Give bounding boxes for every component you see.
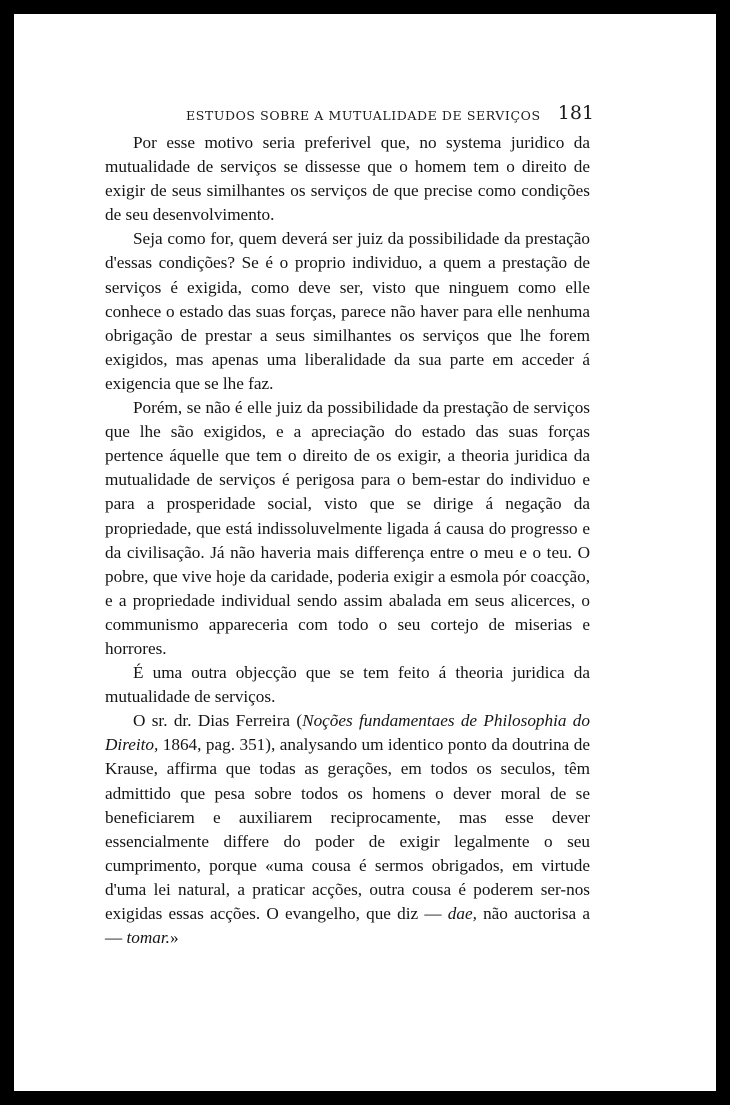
body-text — [105, 131, 590, 950]
citation-lead: O sr. dr. Dias Ferreira ( — [133, 711, 303, 731]
running-title: ESTUDOS SOBRE A MUTUALIDADE DE SERVIÇOS — [186, 108, 541, 123]
paragraph-5 — [105, 709, 590, 950]
quote-dae: dae, — [447, 904, 477, 923]
quote-tomar: tomar. — [126, 928, 170, 948]
paragraph-1: Por esse motivo seria preferivel que, no systema juridico da mutualidade de serviços se dissesse que o homem tem o direito de exigir de seus similhantes os serviços de que precise como condições de seu desenvolvimento. — [105, 133, 590, 225]
paragraph-4: É uma outra objecção que se tem feito á theoria juridica da mutualidade de serviços. — [105, 663, 590, 707]
paragraph-2: Seja como for, quem deverá ser juiz da possibilidade da prestação d'essas condições? Se é o proprio individuo, a quem a prestação de serviços é exigida, como deve ser, visto que ninguem como elle conhece o estado das suas forças, parece não haver para elle nenhuma obrigação de prestar a seus similhantes os serviços que lhe forem exigidos, mas apenas uma liberalidade da sua parte em acceder á exigencia que se lhe faz. — [105, 229, 590, 393]
quote-close: » — [169, 928, 179, 948]
quote-middle: não auctorisa a — — [105, 904, 590, 948]
book-title: Noções fundamentaes de Philosophia do Direito, — [105, 711, 590, 755]
paragraph-3: Porém, se não é elle juiz da possibilidade da prestação de serviços que lhe são exigidos, e a apreciação do estado das suas forças pertence áquelle que tem o direito de os exigir, a theoria juridica da mutualidade de serviços é perigosa para o bem-estar do individuo e para a prosperidade social, visto que se dirige á negação da propriedade, que está indissoluvelmente ligada á causa do progresso e da civilisação. Já não haveria mais differença entre o meu e o teu. O pobre, que vive hoje da caridade, poderia exigir a esmola pór coacção, e a propriedade individual sendo assim abalada em seus alicerces, o communismo appareceria com todo o seu cortejo de miserias e horrores. — [105, 398, 590, 658]
book-page — [14, 14, 716, 1091]
running-header — [114, 102, 604, 126]
citation-text: 1864, pag. 351), analysando um identico ponto da doutrina de Krause, affirma que todas as gerações, em todos os seculos, têm admittido que pesa sobre todos os homens o dever moral de se beneficiarem e auxiliarem reciprocamente, mas esse dever essencialmente differe do poder de exigir legalmente o seu cumprimento, porque «uma cousa é sermos obrigados, em virtude d'uma lei natural, a praticar acções, outra cousa é poderem ser-nos exigidas essas acções. O evangelho, que diz — — [105, 735, 590, 923]
page-number: 181 — [557, 102, 594, 124]
